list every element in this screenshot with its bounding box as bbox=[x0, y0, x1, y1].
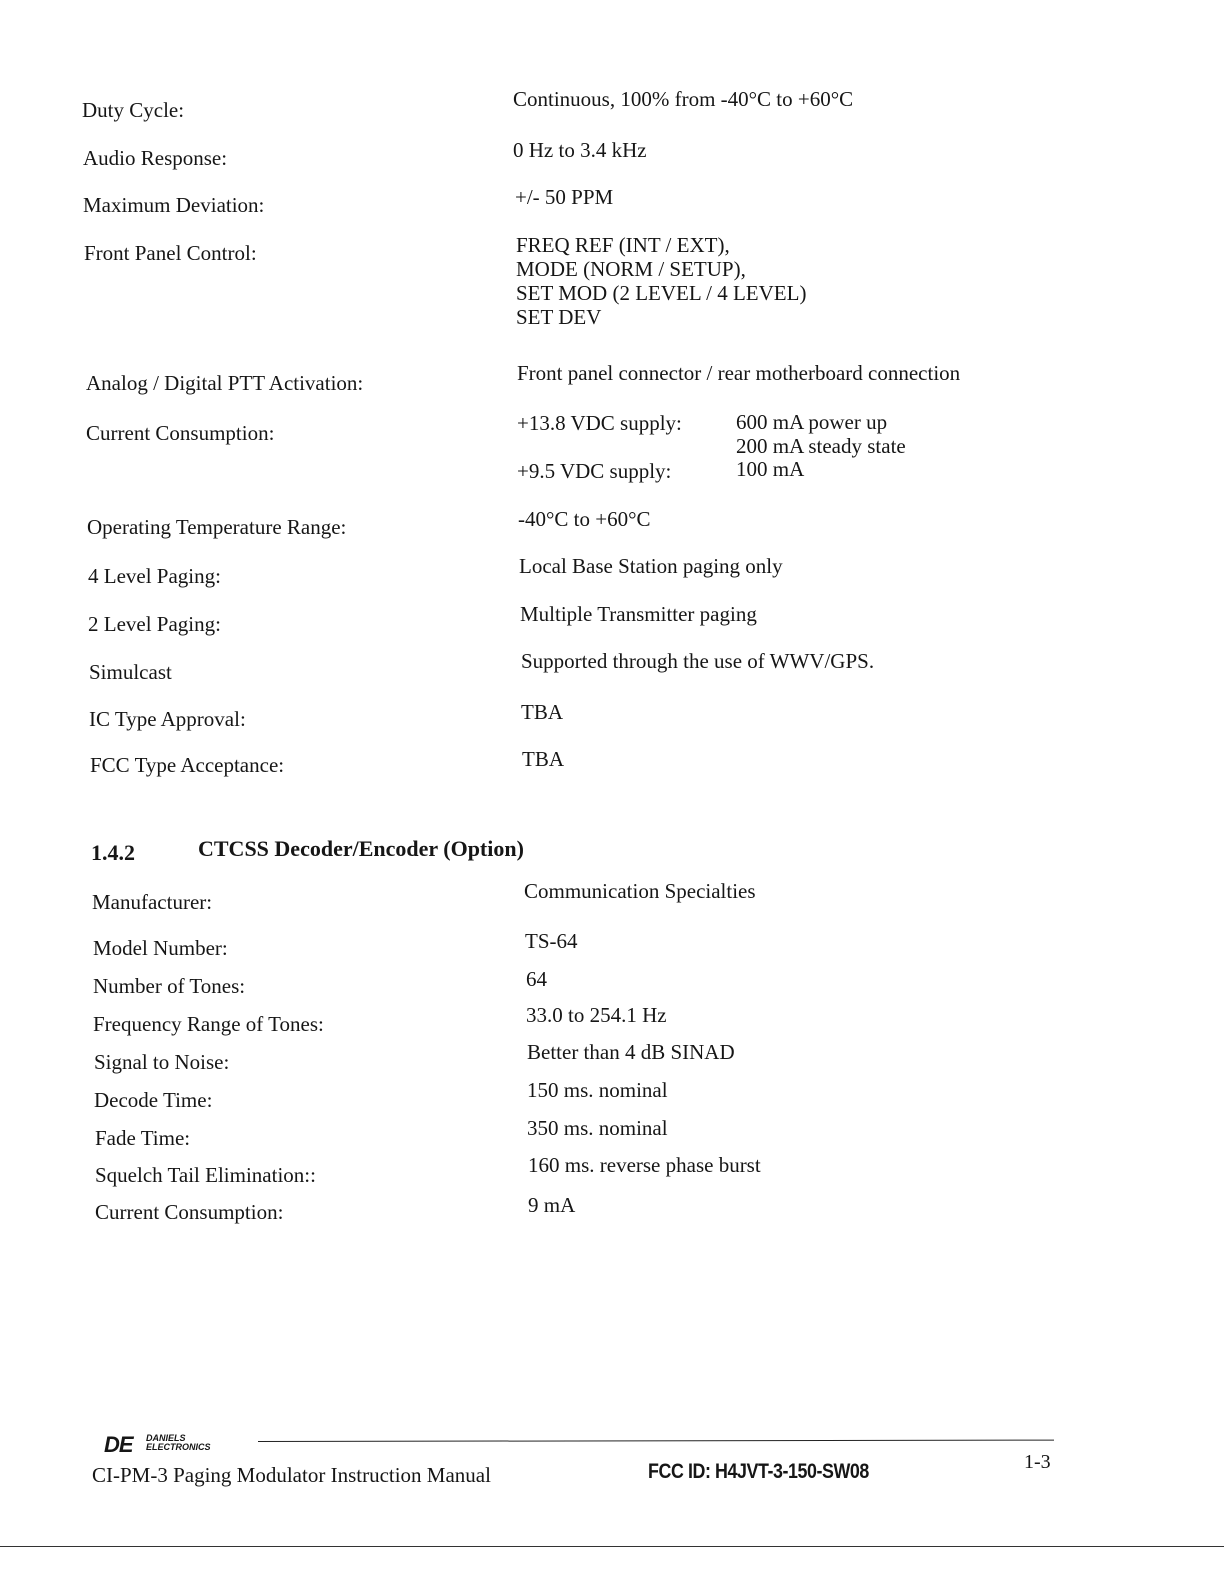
page-number: 1-3 bbox=[1024, 1451, 1051, 1473]
ctcss-value-squelch-tail: 160 ms. reverse phase burst bbox=[528, 1153, 761, 1177]
ctcss-label-decode-time: Decode Time: bbox=[94, 1088, 213, 1112]
spec-value-operating-temp: -40°C to +60°C bbox=[518, 507, 651, 531]
spec-label-front-panel-control: Front Panel Control: bbox=[84, 241, 257, 265]
spec-value-2-level-paging: Multiple Transmitter paging bbox=[520, 602, 757, 626]
ctcss-label-squelch-tail: Squelch Tail Elimination:: bbox=[95, 1163, 316, 1187]
ctcss-label-model-number: Model Number: bbox=[93, 936, 228, 960]
spec-label-maximum-deviation: Maximum Deviation: bbox=[83, 193, 265, 217]
spec-label-4-level-paging: 4 Level Paging: bbox=[88, 564, 221, 588]
supply-1-label: +13.8 VDC supply: bbox=[517, 411, 682, 435]
spec-value-ptt-activation: Front panel connector / rear motherboard connection bbox=[517, 361, 961, 385]
spec-value-duty-cycle: Continuous, 100% from -40°C to +60°C bbox=[513, 87, 854, 111]
front-panel-line: SET DEV bbox=[516, 305, 602, 329]
logo-monogram: DE bbox=[104, 1432, 133, 1457]
section-number: 1.4.2 bbox=[91, 840, 135, 865]
ctcss-value-current-consumption: 9 mA bbox=[528, 1193, 576, 1217]
spec-value-front-panel-control bbox=[516, 233, 806, 329]
ctcss-value-frequency-range: 33.0 to 254.1 Hz bbox=[526, 1003, 667, 1027]
ctcss-value-model-number: TS-64 bbox=[525, 929, 578, 953]
ctcss-value-fade-time: 350 ms. nominal bbox=[527, 1116, 668, 1140]
spec-label-fcc-type-acceptance: FCC Type Acceptance: bbox=[90, 753, 285, 777]
front-panel-line: SET MOD (2 LEVEL / 4 LEVEL) bbox=[516, 281, 807, 305]
spec-label-operating-temp: Operating Temperature Range: bbox=[87, 515, 347, 539]
ctcss-label-current-consumption: Current Consumption: bbox=[95, 1200, 284, 1224]
ctcss-label-frequency-range: Frequency Range of Tones: bbox=[93, 1012, 324, 1036]
ctcss-value-number-of-tones: 64 bbox=[526, 967, 547, 991]
spec-label-current-consumption: Current Consumption: bbox=[86, 421, 275, 445]
ctcss-value-decode-time: 150 ms. nominal bbox=[527, 1078, 668, 1102]
logo-word: DANIELS bbox=[146, 1433, 186, 1443]
front-panel-line: FREQ REF (INT / EXT), bbox=[516, 233, 730, 257]
section-title: CTCSS Decoder/Encoder (Option) bbox=[198, 836, 524, 861]
supply-1-value: 600 mA power up bbox=[736, 410, 888, 434]
supply-1-value: 200 mA steady state bbox=[736, 434, 906, 458]
spec-label-duty-cycle: Duty Cycle: bbox=[82, 98, 185, 122]
supply-2-value: 100 mA bbox=[736, 457, 805, 481]
page-bottom-rule bbox=[0, 1546, 1224, 1547]
ctcss-value-manufacturer: Communication Specialties bbox=[524, 879, 756, 903]
spec-label-ic-type-approval: IC Type Approval: bbox=[89, 707, 246, 731]
footer-rule bbox=[258, 1440, 1054, 1442]
supply-1-values bbox=[736, 410, 906, 458]
spec-value-ic-type-approval: TBA bbox=[521, 700, 563, 724]
manual-title: CI-PM-3 Paging Modulator Instruction Manual bbox=[92, 1463, 491, 1487]
front-panel-line: MODE (NORM / SETUP), bbox=[516, 257, 746, 281]
logo-wordmark bbox=[146, 1434, 211, 1452]
supply-2-label: +9.5 VDC supply: bbox=[517, 459, 672, 483]
fcc-id: FCC ID: H4JVT-3-150-SW08 bbox=[648, 1460, 869, 1483]
spec-label-simulcast: Simulcast bbox=[89, 660, 172, 684]
spec-value-fcc-type-acceptance: TBA bbox=[522, 747, 564, 771]
ctcss-label-manufacturer: Manufacturer: bbox=[92, 890, 213, 914]
spec-label-audio-response: Audio Response: bbox=[83, 146, 228, 170]
ctcss-label-fade-time: Fade Time: bbox=[95, 1126, 191, 1150]
spec-value-4-level-paging: Local Base Station paging only bbox=[519, 554, 783, 578]
spec-label-2-level-paging: 2 Level Paging: bbox=[88, 612, 221, 636]
spec-value-simulcast: Supported through the use of WWV/GPS. bbox=[521, 649, 875, 673]
ctcss-label-signal-to-noise: Signal to Noise: bbox=[94, 1050, 230, 1074]
ctcss-value-signal-to-noise: Better than 4 dB SINAD bbox=[527, 1040, 735, 1064]
spec-value-audio-response: 0 Hz to 3.4 kHz bbox=[513, 138, 647, 162]
spec-value-maximum-deviation: +/- 50 PPM bbox=[515, 185, 614, 209]
ctcss-label-number-of-tones: Number of Tones: bbox=[93, 974, 246, 998]
spec-label-ptt-activation: Analog / Digital PTT Activation: bbox=[86, 371, 364, 395]
logo-word: ELECTRONICS bbox=[146, 1442, 211, 1452]
